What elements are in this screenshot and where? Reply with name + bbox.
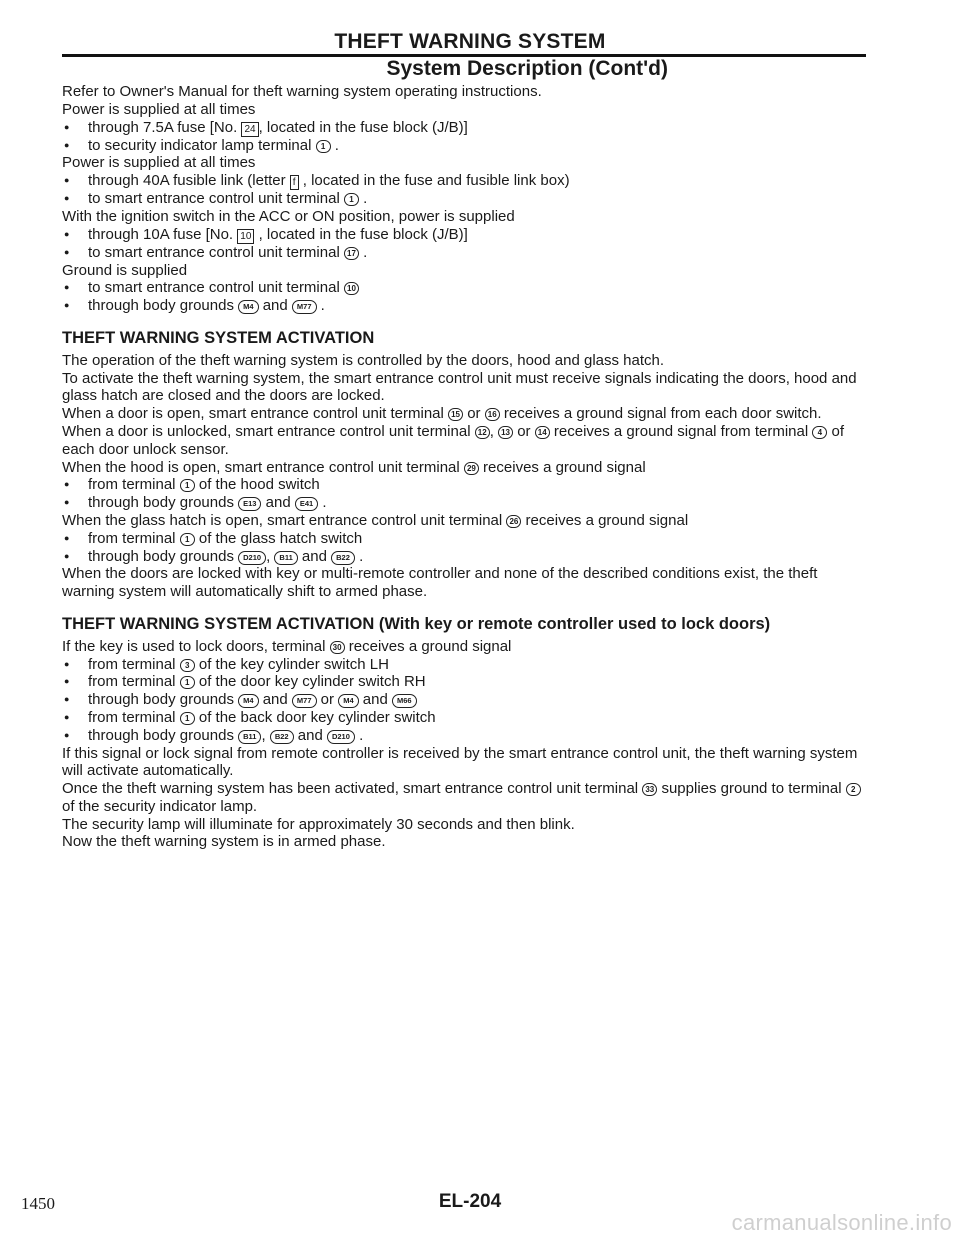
ground-symbol: M4 <box>338 694 358 708</box>
page-number: 1450 <box>21 1194 55 1213</box>
bullet-item: ● through body grounds M4 and M77 . <box>62 297 868 315</box>
bullet-item: ● through body grounds E13 and E41 . <box>62 494 868 512</box>
terminal-symbol: 29 <box>464 462 479 475</box>
paragraph: When a door is unlocked, smart entrance control unit terminal 12 , 13 or 14 receives a ground signal from terminal 4 of each door unlock sensor. <box>62 422 845 458</box>
watermark: carmanualsonline.info <box>731 1210 952 1235</box>
page-code: EL-204 <box>438 1191 502 1212</box>
bullet-item: ● from terminal 1 of the glass hatch switch <box>62 530 868 548</box>
terminal-symbol: 3 <box>180 659 195 672</box>
terminal-symbol: 2 <box>846 783 861 796</box>
terminal-symbol: 15 <box>448 408 463 421</box>
intro-line: Power is supplied at all times <box>62 154 256 172</box>
bullet-item: ● through body grounds B11 , B22 and D210 . <box>62 727 868 745</box>
ground-symbol: D210 <box>327 730 355 744</box>
paragraph: If this signal or lock signal from remote controller is received by the smart entrance control unit, the theft warning system will activate automatically. <box>62 744 858 780</box>
ground-symbol: B11 <box>274 551 297 565</box>
ground-symbol: E13 <box>238 497 261 511</box>
paragraph: Once the theft warning system has been activated, smart entrance control unit terminal 33 supplies ground to terminal 2 of the security indicator lamp. <box>62 780 868 816</box>
paragraph: When the hood is open, smart entrance control unit terminal 29 receives a ground signal <box>62 458 646 476</box>
bullet-item: ● through 40A fusible link (letter f , located in the fuse and fusible link box) <box>62 172 868 190</box>
paragraph: When a door is open, smart entrance control unit terminal 15 or 16 receives a ground signal from each door switch. <box>62 405 822 423</box>
intro-line: Refer to Owner's Manual for theft warning system operating instructions. <box>62 83 542 100</box>
paragraph: When the glass hatch is open, smart entrance control unit terminal 26 receives a ground signal <box>62 511 689 529</box>
terminal-symbol: 17 <box>344 247 359 260</box>
bullet-item: ● through 10A fuse [No. 10 , located in the fuse block (J/B)] <box>62 226 868 244</box>
terminal-symbol: 1 <box>180 479 195 492</box>
page-subtitle: System Description (Cont'd) <box>386 57 668 80</box>
bullet-item: ● from terminal 1 of the back door key cylinder switch <box>62 709 868 727</box>
bullet-item: ● from terminal 3 of the key cylinder switch LH <box>62 656 868 674</box>
terminal-symbol: 14 <box>535 426 550 439</box>
ground-symbol: M4 <box>238 694 258 708</box>
intro-line: Ground is supplied <box>62 261 188 279</box>
paragraph: The operation of the theft warning system is controlled by the doors, hood and glass hatch. <box>62 351 665 369</box>
terminal-symbol: 33 <box>642 783 657 796</box>
bullet-item: ● to smart entrance control unit terminal 1 . <box>62 190 868 208</box>
terminal-symbol: 1 <box>180 533 195 546</box>
terminal-symbol: 1 <box>180 676 195 689</box>
terminal-symbol: 12 <box>475 426 490 439</box>
paragraph: If the key is used to lock doors, terminal 30 receives a ground signal <box>62 637 512 655</box>
bullet-item: ● through body grounds M4 and M77 or M4 and M66 <box>62 691 868 709</box>
paragraph: When the doors are locked with key or multi-remote controller and none of the described conditions exist, the theft warning system will automatically shift to armed phase. <box>62 565 818 601</box>
intro-line: Power is supplied at all times <box>62 100 256 118</box>
bullet-item: ● through body grounds D210 , B11 and B22 . <box>62 548 868 566</box>
ground-symbol: B11 <box>238 730 261 744</box>
paragraph: Now the theft warning system is in armed phase. <box>62 833 386 851</box>
paragraph: To activate the theft warning system, the smart entrance control unit must receive signals indicating the doors, hood and glass hatch are closed and the doors are locked. <box>62 369 857 405</box>
fuse-number-box: 10 <box>237 229 254 244</box>
page-title: THEFT WARNING SYSTEM <box>334 30 606 53</box>
fuse-number-box: 24 <box>241 122 258 137</box>
fusible-link-box: f <box>290 175 299 190</box>
terminal-symbol: 10 <box>344 282 359 295</box>
terminal-symbol: 1 <box>316 140 331 153</box>
terminal-symbol: 1 <box>180 712 195 725</box>
ground-symbol: M77 <box>292 300 317 314</box>
section-heading: THEFT WARNING SYSTEM ACTIVATION (With key or remote controller used to lock doors) <box>62 614 771 633</box>
paragraph: The security lamp will illuminate for approximately 30 seconds and then blink. <box>62 815 575 833</box>
terminal-symbol: 13 <box>498 426 513 439</box>
terminal-symbol: 26 <box>506 515 521 528</box>
ground-symbol: M77 <box>292 694 317 708</box>
bullet-item: ● through 7.5A fuse [No. 24 , located in the fuse block (J/B)] <box>62 119 868 137</box>
intro-line: With the ignition switch in the ACC or ON position, power is supplied <box>62 207 515 225</box>
section-heading: THEFT WARNING SYSTEM ACTIVATION <box>62 328 375 347</box>
terminal-symbol: 30 <box>330 641 345 654</box>
bullet-item: ● from terminal 1 of the hood switch <box>62 476 868 494</box>
bullet-item: ● from terminal 1 of the door key cylinder switch RH <box>62 673 868 691</box>
terminal-symbol: 4 <box>812 426 827 439</box>
terminal-symbol: 1 <box>344 193 359 206</box>
bullet-item: ● to smart entrance control unit terminal 17 . <box>62 244 868 262</box>
terminal-symbol: 16 <box>485 408 500 421</box>
ground-symbol: M4 <box>238 300 258 314</box>
bullet-item: ● to security indicator lamp terminal 1 . <box>62 137 868 155</box>
ground-symbol: D210 <box>238 551 266 565</box>
bullet-item: ● to smart entrance control unit terminal 10 <box>62 279 868 297</box>
ground-symbol: B22 <box>270 730 294 744</box>
ground-symbol: B22 <box>331 551 355 565</box>
ground-symbol: E41 <box>295 497 318 511</box>
ground-symbol: M66 <box>392 694 417 708</box>
page-body <box>62 83 868 851</box>
